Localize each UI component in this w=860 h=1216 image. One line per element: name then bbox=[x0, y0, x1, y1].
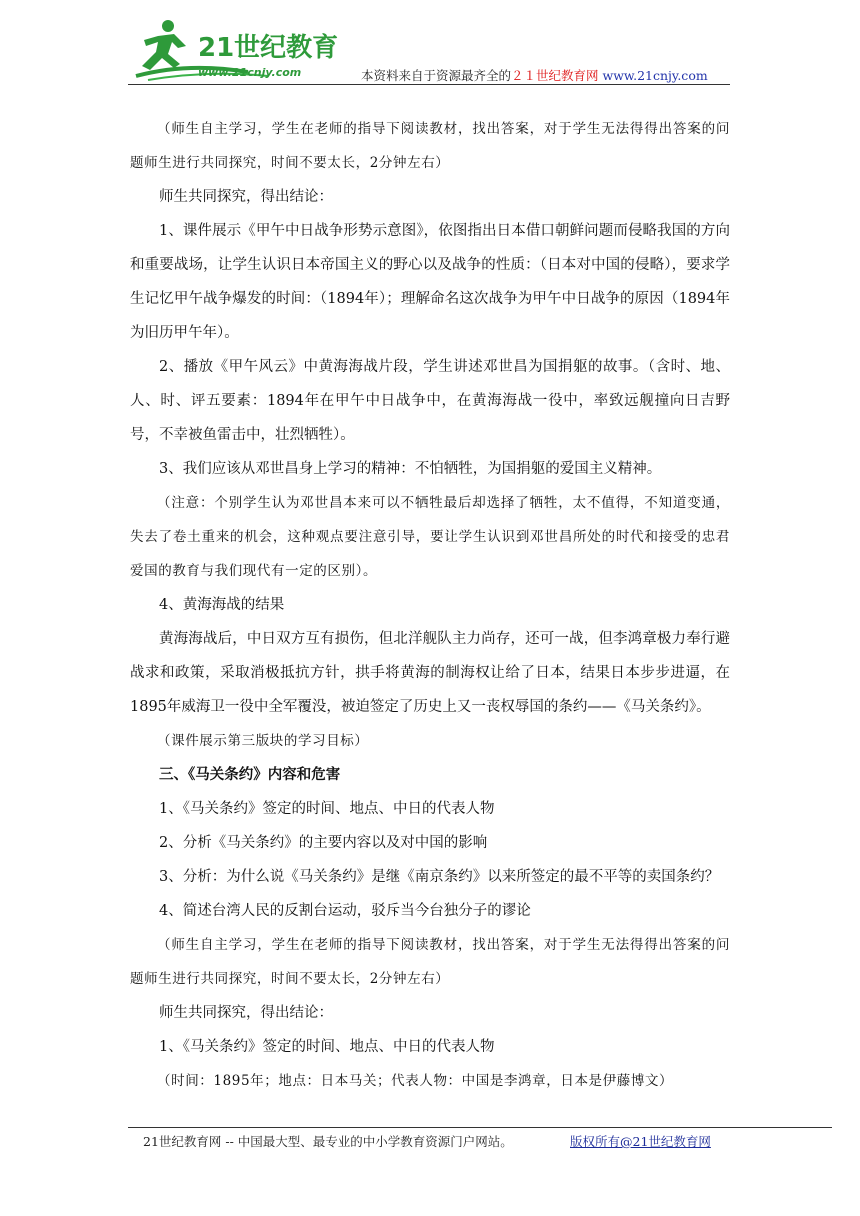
note-paragraph: （时间：1895年；地点：日本马关；代表人物：中国是李鸿章，日本是伊藤博文） bbox=[157, 1073, 674, 1089]
tagline-site-name[interactable]: ２１世纪教育网 bbox=[511, 68, 599, 83]
paragraph: 1、课件展示《甲午中日战争形势示意图》，依图指出日本借口朝鲜问题而侵略我国的方向和重要战场，让学生认识日本帝国主义的野心以及战争的性质：（日本对中国的侵略），要求学生记忆甲午战争爆发的时间：（1894年）；理解命名这次战争为甲午中日战争的原因（1894年为旧历甲午年）。 bbox=[130, 223, 730, 341]
paragraph: 黄海海战后，中日双方互有损伤，但北洋舰队主力尚存，还可一战，但李鸿章极力奉行避战求和政策，采取消极抵抗方针，拱手将黄海的制海权让给了日本，结果日本步步进逼，在1895年威海卫一役中全军覆没，被迫签定了历史上又一丧权辱国的条约——《马关条约》。 bbox=[130, 631, 730, 715]
footer-text: 21世纪教育网 -- 中国最大型、最专业的中小学教育资源门户网站。 bbox=[143, 1134, 513, 1149]
tagline-prefix: 本资料来自于资源最齐全的 bbox=[361, 68, 512, 83]
header-divider bbox=[128, 84, 730, 85]
tagline-url[interactable]: www.21cnjy.com bbox=[602, 68, 708, 83]
page-header bbox=[0, 0, 860, 90]
logo-url: www.21cnjy.com bbox=[198, 66, 302, 79]
runner-logo-icon bbox=[128, 14, 343, 88]
paragraph: 4、简述台湾人民的反割台运动，驳斥当今台独分子的谬论 bbox=[159, 903, 531, 919]
header-tagline bbox=[361, 66, 708, 84]
paragraph: 2、播放《甲午风云》中黄海海战片段，学生讲述邓世昌为国捐躯的故事。（含时、地、人、时、评五要素：1894年在甲午中日战争中，在黄海海战一役中，率致远舰撞向日吉野号，不幸被鱼雷击中，壮烈牺牲）。 bbox=[130, 359, 730, 443]
paragraph: 师生共同探究，得出结论： bbox=[159, 189, 333, 205]
paragraph: 3、分析：为什么说《马关条约》是继《南京条约》以来所签定的最不平等的卖国条约？ bbox=[159, 869, 720, 885]
paragraph: 1、《马关条约》签定的时间、地点、中日的代表人物 bbox=[159, 801, 495, 817]
site-logo[interactable] bbox=[128, 14, 343, 88]
paragraph: 1、《马关条约》签定的时间、地点、中日的代表人物 bbox=[159, 1039, 495, 1055]
copyright-link[interactable]: 版权所有@21世纪教育网 bbox=[570, 1134, 711, 1149]
note-paragraph: （师生自主学习，学生在老师的指导下阅读教材，找出答案，对于学生无法得得出答案的问题师生进行共同探究，时间不要太长，2分钟左右） bbox=[130, 121, 730, 171]
paragraph: 2、分析《马关条约》的主要内容以及对中国的影响 bbox=[159, 835, 488, 851]
paragraph: 4、黄海海战的结果 bbox=[159, 597, 285, 613]
document-body bbox=[130, 112, 730, 1098]
logo-wordmark: 21世纪教育 bbox=[198, 33, 339, 63]
footer-divider bbox=[128, 1127, 832, 1128]
note-paragraph: （注意：个别学生认为邓世昌本来可以不牺牲最后却选择了牺牲，太不值得，不知道变通，失去了卷土重来的机会，这种观点要注意引导，要让学生认识到邓世昌所处的时代和接受的忠君爱国的教育与我们现代有一定的区别）。 bbox=[130, 495, 730, 579]
note-paragraph: （师生自主学习，学生在老师的指导下阅读教材，找出答案，对于学生无法得得出答案的问题师生进行共同探究，时间不要太长，2分钟左右） bbox=[130, 937, 730, 987]
paragraph: 3、我们应该从邓世昌身上学习的精神：不怕牺牲，为国捐躯的爱国主义精神。 bbox=[159, 461, 662, 477]
note-paragraph: （课件展示第三版块的学习目标） bbox=[157, 733, 369, 749]
section-heading: 三、《马关条约》内容和危害 bbox=[159, 766, 341, 783]
paragraph: 师生共同探究，得出结论： bbox=[159, 1005, 333, 1021]
